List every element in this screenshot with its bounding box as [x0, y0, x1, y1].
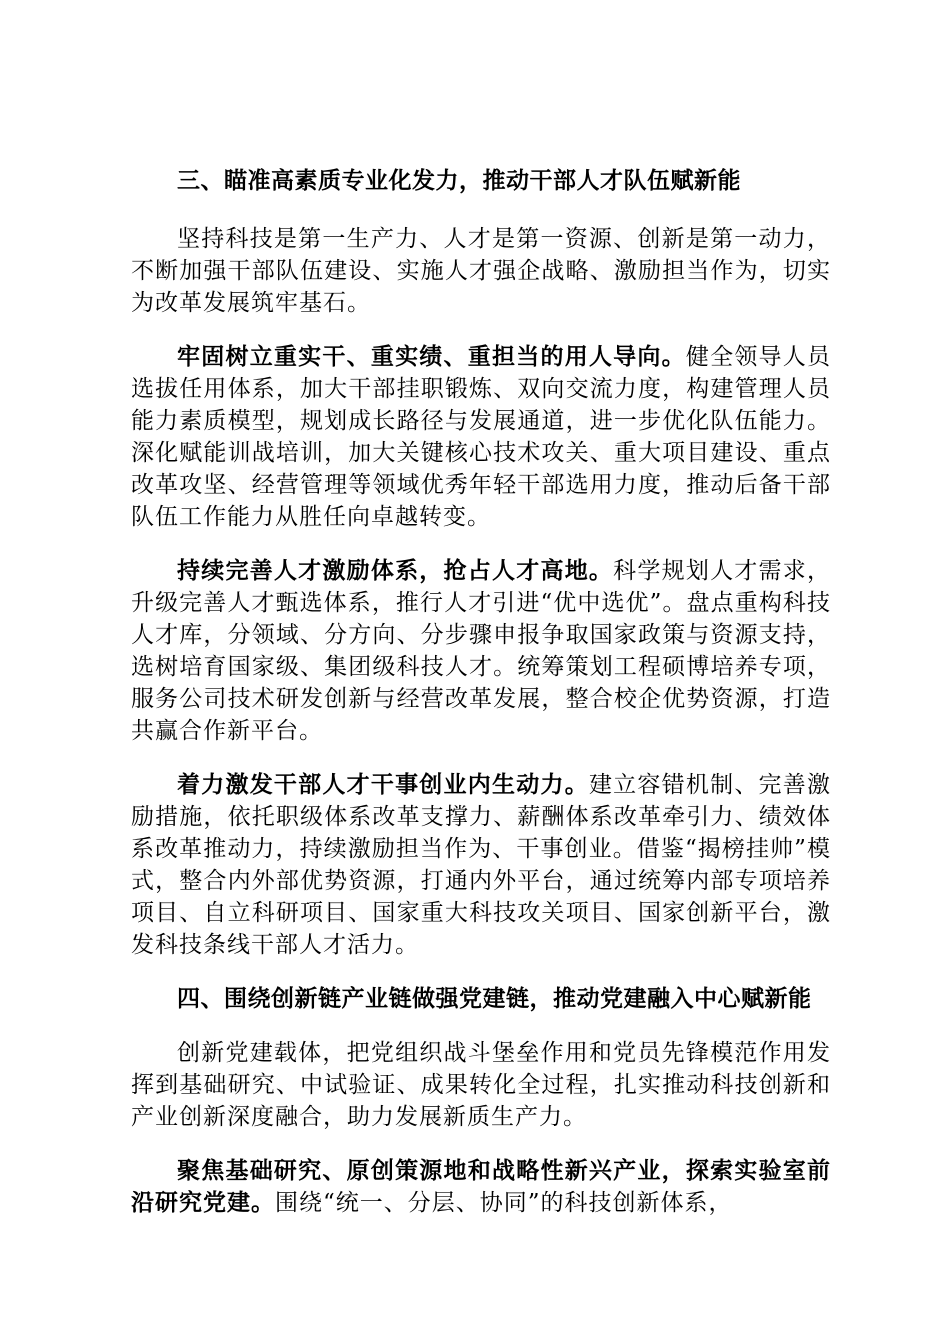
section-heading-3: 三、瞄准高素质专业化发力，推动干部人才队伍赋新能 [177, 168, 741, 194]
paragraph-lead: 着力激发干部人才干事创业内生动力。 [177, 772, 589, 798]
paragraph-body: 围绕“统一、分层、协同”的科技创新体系， [275, 1190, 733, 1216]
paragraph-body: 科学规划人才需求，升级完善人才甄选体系，推行人才引进“优中选优”。盘点重构科技人才库，分领域、分方向、分步骤申报争取国家政策与资源支持，选树培育国家级、集团级科技人才。统筹策划工程硕博培养专项，服务公司技术研发创新与经营改革发展，整合校企优势资源，打造共赢合作新平台。 [131, 558, 832, 744]
paragraph-lab-party-building [131, 1155, 831, 1219]
paragraph-talent-orientation [131, 341, 831, 533]
document-body [131, 165, 831, 1219]
section-intro-4: 创新党建载体，把党组织战斗堡垒作用和党员先锋模范作用发挥到基础研究、中试验证、成果转化全过程，扎实推动科技创新和产业创新深度融合，助力发展新质生产力。 [131, 1040, 831, 1130]
paragraph-lead: 牢固树立重实干、重实绩、重担当的用人导向。 [177, 344, 686, 370]
paragraph-body: 健全领导人员选拔任用体系，加大干部挂职锻炼、双向交流力度，构建管理人员能力素质模型，规划成长路径与发展通道，进一步优化队伍能力。深化赋能训战培训，加大关键核心技术攻关、重大项目建设、重点改革攻坚、经营管理等领域优秀年轻干部选用力度，推动后备干部队伍工作能力从胜任向卓越转变。 [131, 344, 832, 530]
paragraph-lead: 持续完善人才激励体系，抢占人才高地。 [177, 558, 614, 584]
paragraph-body: 建立容错机制、完善激励措施，依托职级体系改革支撑力、薪酬体系改革牵引力、绩效体系改革推动力，持续激励担当作为、干事创业。借鉴“揭榜挂帅”模式，整合内外部优势资源，打通内外平台，通过统筹内部专项培养项目、自立科研项目、国家重大科技攻关项目、国家创新平台，激发科技条线干部人才活力。 [131, 772, 832, 958]
paragraph-lead: 聚焦基础研究、原创策源地和战略性新兴产业，探索实验室前沿研究党建。 [131, 1158, 831, 1216]
section-heading-4: 四、围绕创新链产业链做强党建链，推动党建融入中心赋新能 [177, 986, 812, 1012]
section-intro-3: 坚持科技是第一生产力、人才是第一资源、创新是第一动力，不断加强干部队伍建设、实施人才强企战略、激励担当作为，切实为改革发展筑牢基石。 [131, 226, 831, 316]
paragraph-talent-motivation [131, 769, 831, 961]
paragraph-talent-incentive [131, 555, 831, 747]
